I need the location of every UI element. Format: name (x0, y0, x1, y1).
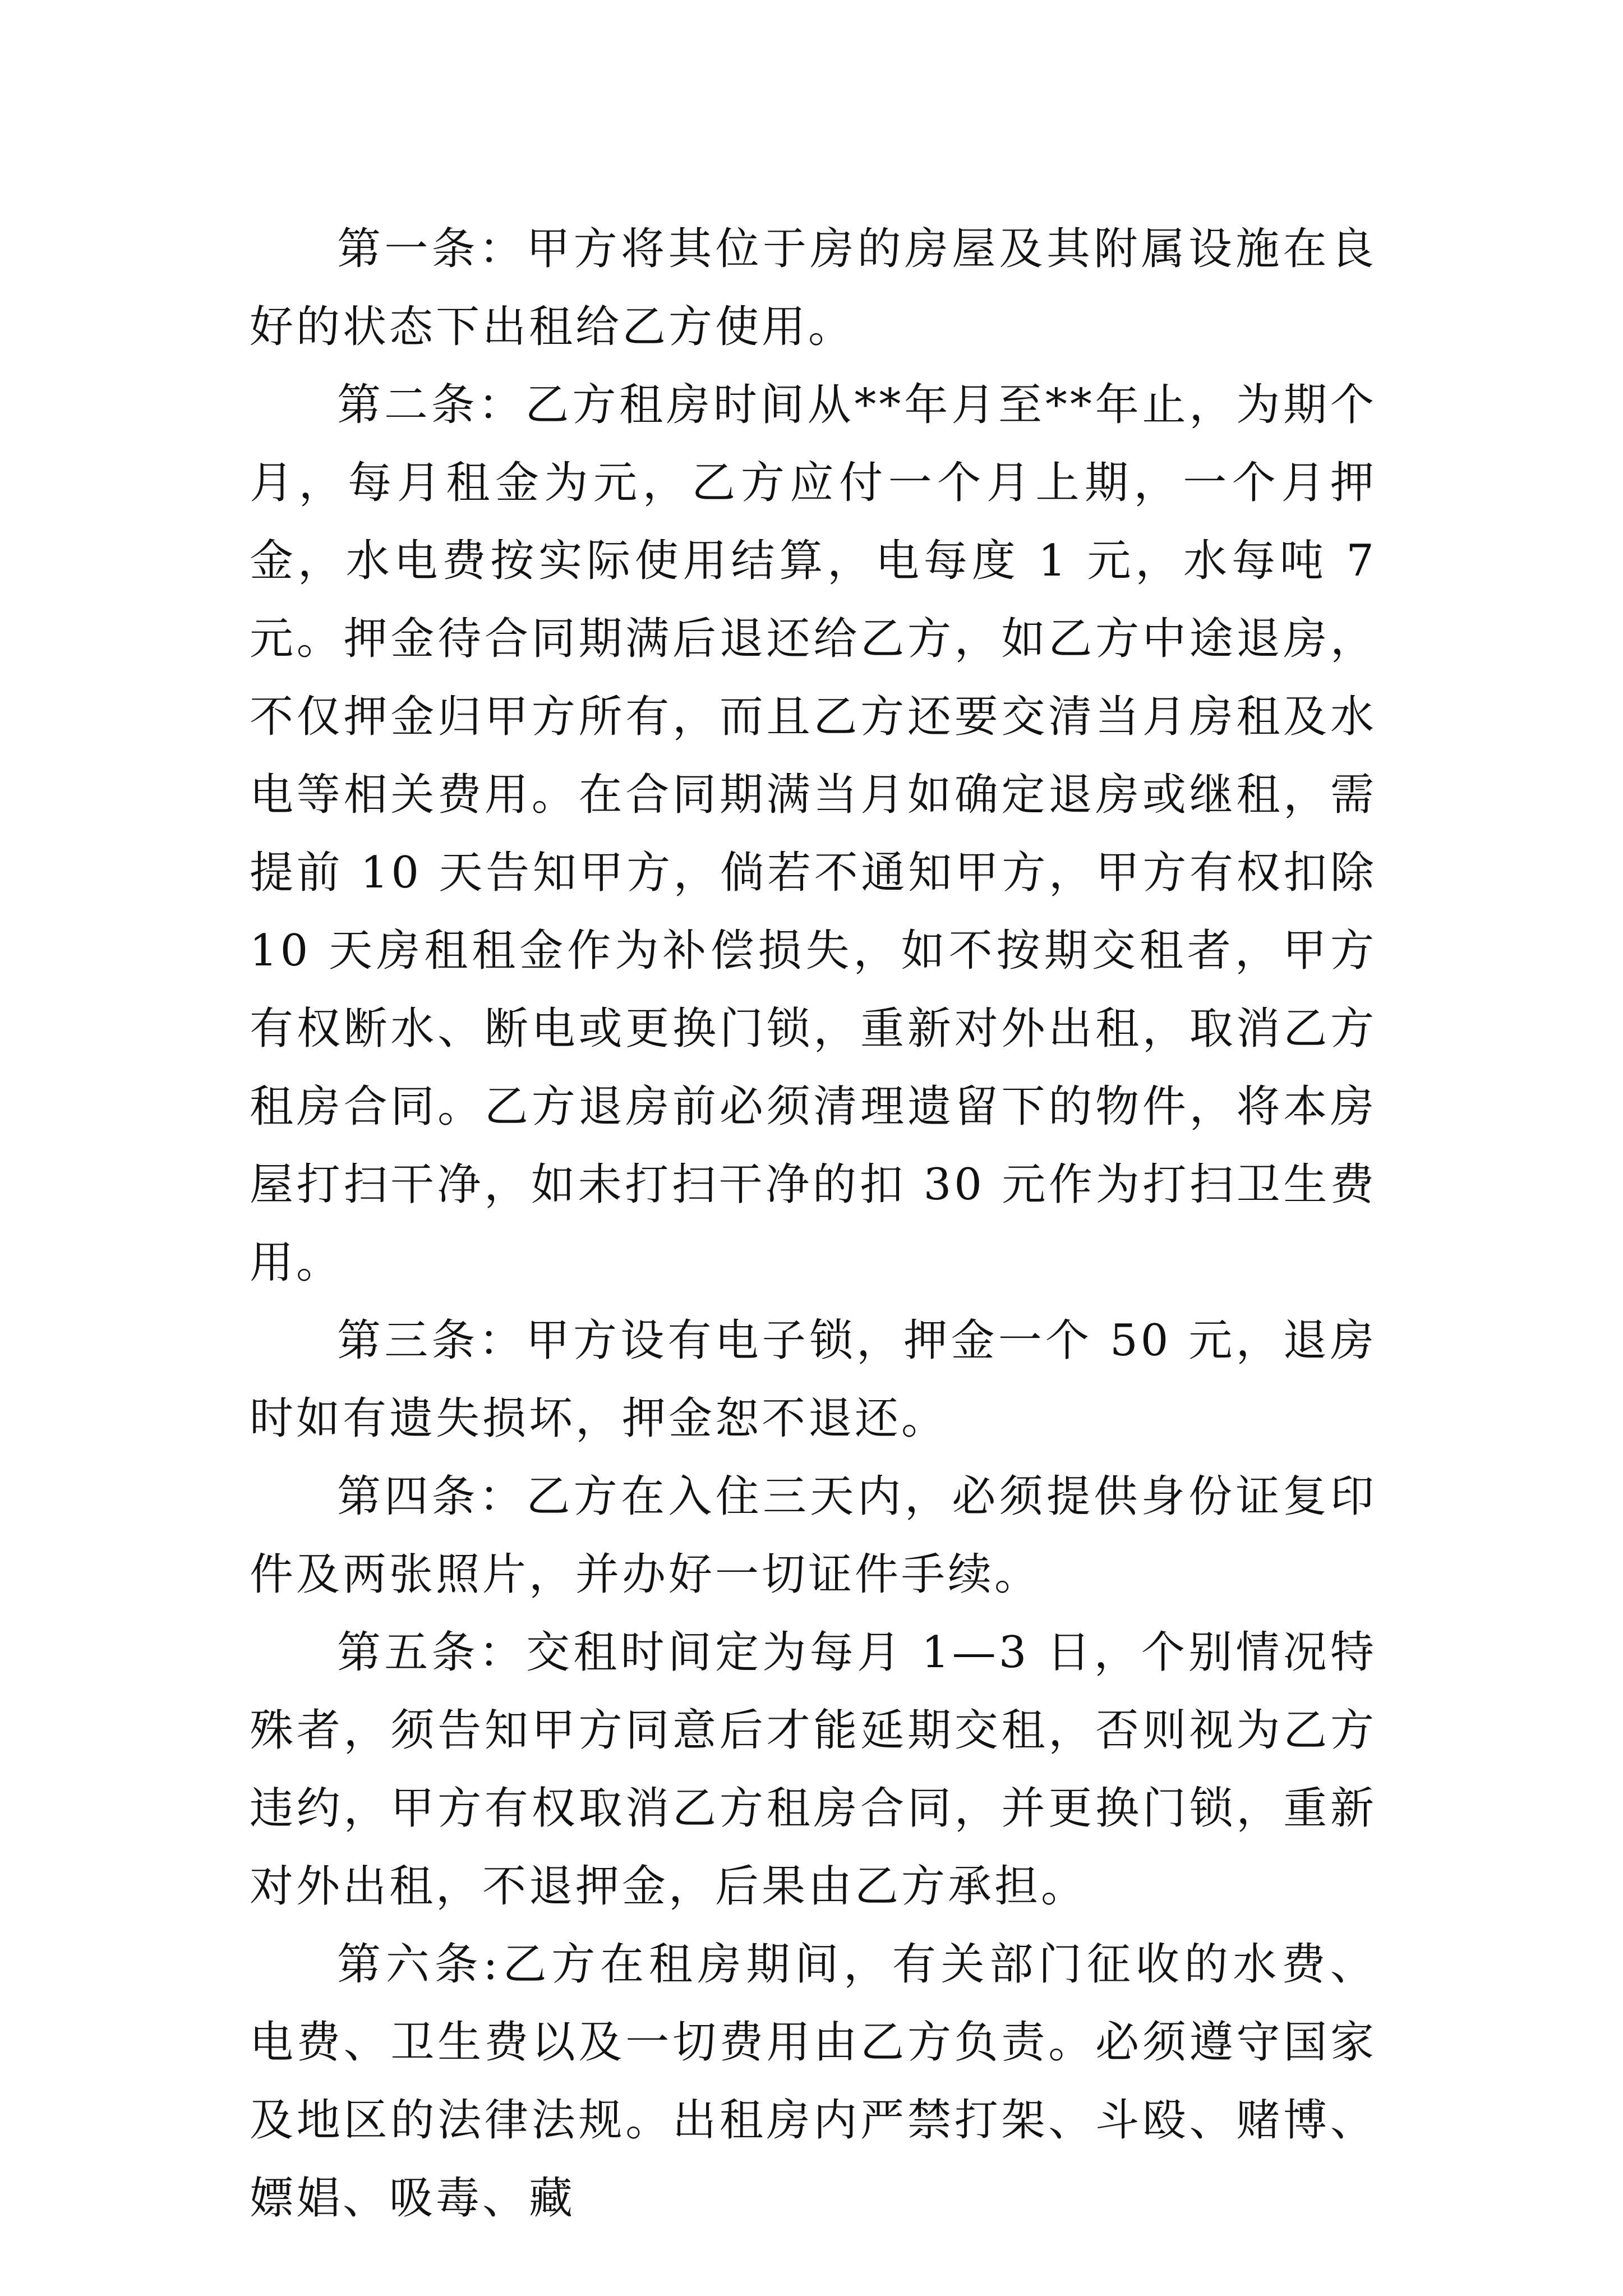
clause-2: 第二条：乙方租房时间从**年月至**年止，为期个月，每月租金为元，乙方应付一个月上期，一个月押金，水电费按实际使用结算，电每度 1 元，水每吨 7 元。押金待合同期满后退还给乙方，如乙方中途退房，不仅押金归甲方所有，而且乙方还要交清当月房租及水电等相关费用。在合同期满当月如确定退房或继租，需提前 10 天告知甲方，倘若不通知甲方，甲方有权扣除 10 天房租租金作为补偿损失，如不按期交租者，甲方有权断水、断电或更换门锁，重新对外出租，取消乙方租房合同。乙方退房前必须清理遗留下的物件，将本房屋打扫干净，如未打扫干净的扣 30 元作为打扫卫生费用。 (250, 380, 1377, 1288)
contract-body (250, 210, 1377, 2238)
clause-6: 第六条:乙方在租房期间，有关部门征收的水费、电费、卫生费以及一切费用由乙方负责。必须遵守国家及地区的法律法规。出租房内严禁打架、斗殴、赌博、嫖娼、吸毒、藏 (250, 1939, 1377, 2224)
clause-3: 第三条：甲方设有电子锁，押金一个 50 元，退房时如有遗失损坏，押金恕不退还。 (250, 1315, 1377, 1444)
clause-5: 第五条：交租时间定为每月 1—3 日，个别情况特殊者，须告知甲方同意后才能延期交租，否则视为乙方违约，甲方有权取消乙方租房合同，并更换门锁，重新对外出租，不退押金，后果由乙方承担。 (250, 1627, 1377, 1912)
clause-4: 第四条：乙方在入住三天内，必须提供身份证复印件及两张照片，并办好一切证件手续。 (250, 1471, 1377, 1600)
clause-1: 第一条：甲方将其位于房的房屋及其附属设施在良好的状态下出租给乙方使用。 (250, 224, 1377, 352)
